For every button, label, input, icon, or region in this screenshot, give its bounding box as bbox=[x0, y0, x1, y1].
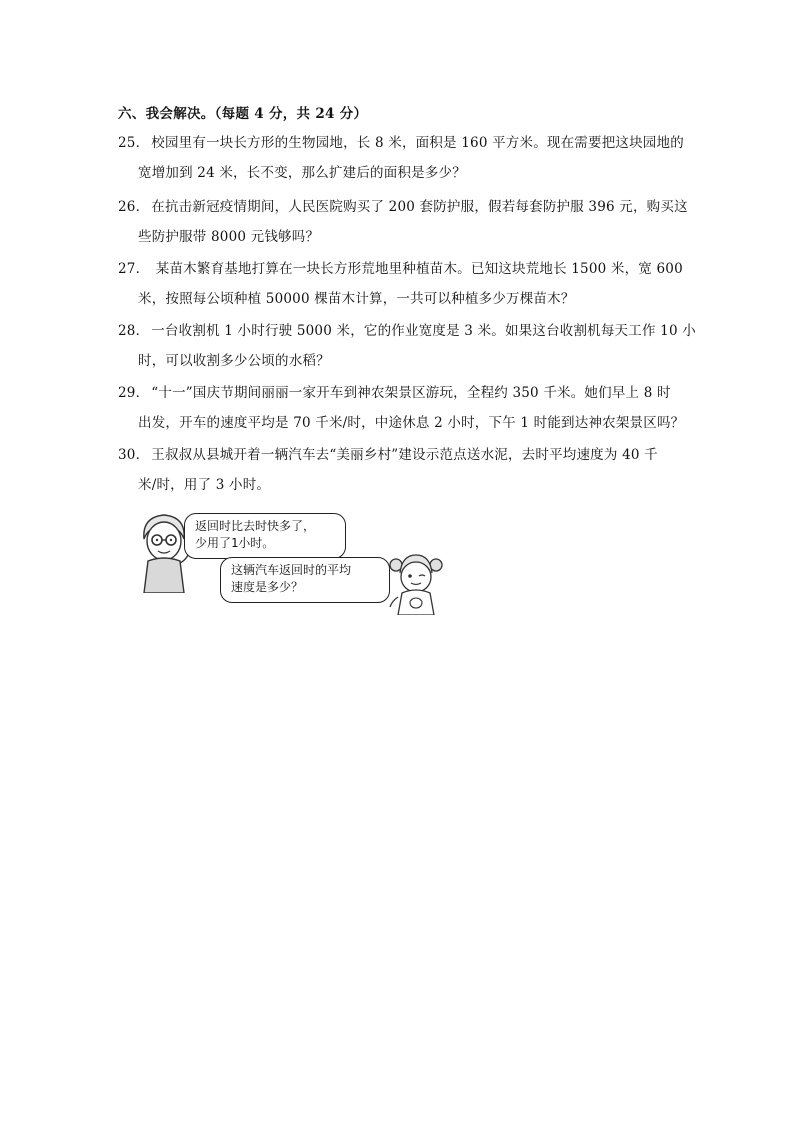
problem-27 bbox=[118, 254, 683, 314]
speech-line: 这辆汽车返回时的平均 bbox=[231, 563, 352, 577]
problem-text: 米/时，用了 3 小时。 bbox=[138, 477, 271, 493]
problem-text: 些防护服带 8000 元钱够吗？ bbox=[138, 229, 320, 245]
problem-text: 出发，开车的速度平均是 70 千米/时，中途休息 2 小时，下午 1 时能到达神农架景区吗？ bbox=[138, 415, 685, 431]
boy-speech-bubble bbox=[184, 513, 346, 559]
problem-29 bbox=[118, 378, 685, 438]
speech-line: 速度是多少？ bbox=[231, 580, 304, 594]
problem-number: 25． bbox=[118, 135, 150, 151]
problem-26 bbox=[118, 192, 688, 252]
problem-text: 在抗击新冠疫情期间，人民医院购买了 200 套防护服，假若每套防护服 396 元，购买这 bbox=[151, 199, 688, 215]
problem-text: “十一”国庆节期间丽丽一家开车到神农架景区游玩，全程约 350 千米。她们早上 8 时 bbox=[151, 385, 671, 401]
speech-line: 返回时比去时快多了， bbox=[195, 519, 316, 533]
girl-speech-bubble bbox=[220, 557, 390, 603]
problem-text: 宽增加到 24 米，长不变，那么扩建后的面积是多少？ bbox=[138, 165, 466, 181]
section-title: 六、我会解决。（每题 4 分，共 24 分） bbox=[118, 106, 368, 122]
problem-text: 某苗木繁育基地打算在一块长方形荒地里种植苗木。已知这块荒地长 1500 米，宽 600 bbox=[151, 261, 683, 277]
problem-text: 王叔叔从县城开着一辆汽车去“美丽乡村”建设示范点送水泥，去时平均速度为 40 千 bbox=[151, 447, 658, 463]
problem-number: 26． bbox=[118, 199, 150, 215]
problem-text: 米，按照每公顷种植 50000 棵苗木计算，一共可以种植多少万棵苗木？ bbox=[138, 291, 575, 307]
problem-number: 29． bbox=[118, 385, 150, 401]
problem-text: 校园里有一块长方形的生物园地，长 8 米，面积是 160 平方米。现在需要把这块园地的 bbox=[151, 135, 684, 151]
problem-text: 时，可以收割多少公顷的水稻？ bbox=[138, 353, 330, 369]
speech-line: 少用了1小时。 bbox=[195, 536, 275, 550]
problem-30 bbox=[118, 440, 678, 500]
problem-number: 30． bbox=[118, 447, 150, 463]
dialogue-illustration bbox=[136, 505, 456, 617]
problem-text: 一台收割机 1 小时行驶 5000 米，它的作业宽度是 3 米。如果这台收割机每天工作 10 小 bbox=[151, 323, 696, 339]
girl-character-icon bbox=[386, 549, 446, 615]
problem-number: 27． bbox=[118, 261, 150, 277]
problem-28 bbox=[118, 316, 696, 376]
problem-25 bbox=[118, 128, 684, 188]
problem-number: 28． bbox=[118, 323, 150, 339]
